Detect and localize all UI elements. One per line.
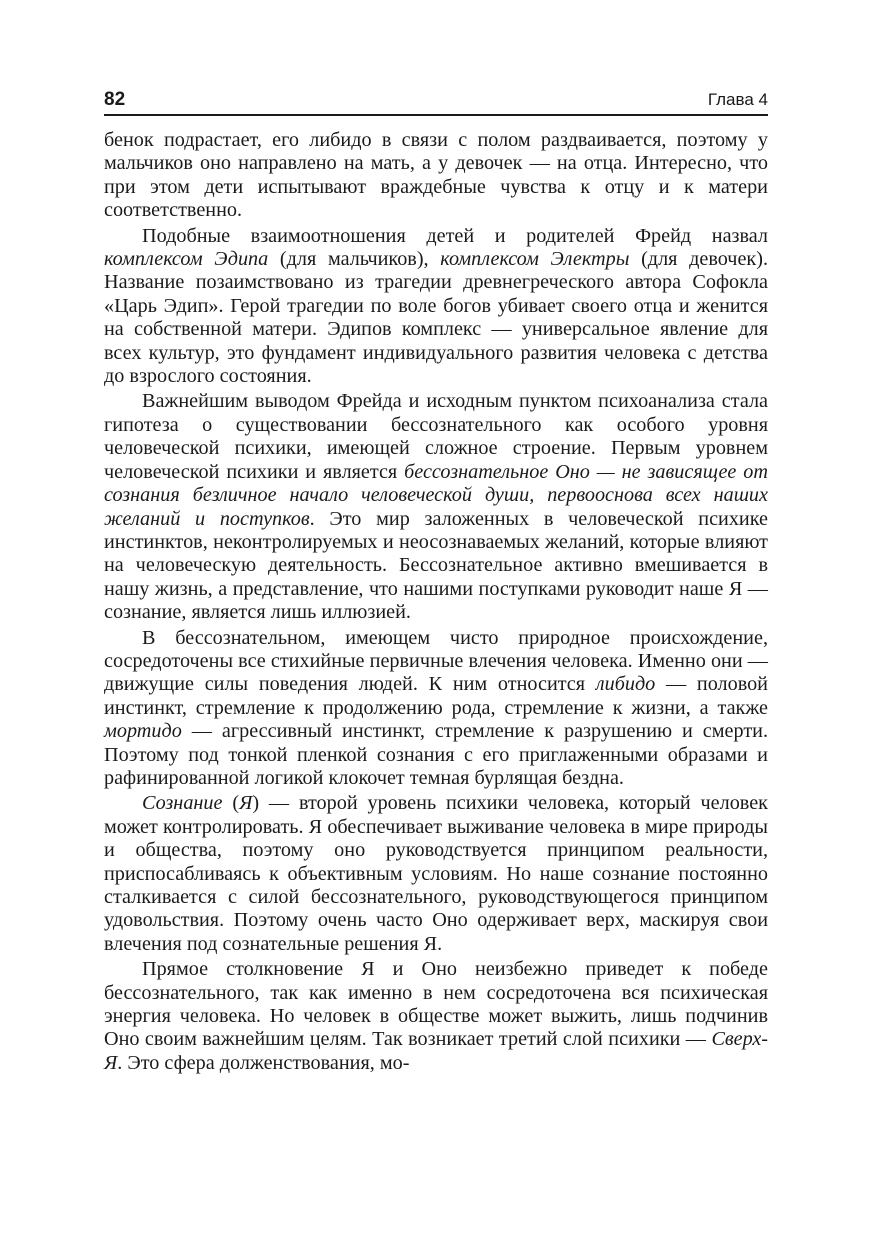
italic-term: комплексом Электры	[440, 248, 630, 271]
chapter-title: Глава 4	[707, 90, 768, 109]
italic-term: бессознательное Оно — не зависящее от сознания безличное начало человеческой души, первооснова всех наших желаний и поступков	[104, 460, 768, 530]
paragraph	[104, 792, 768, 956]
paragraph	[104, 225, 768, 389]
italic-term: Я	[239, 792, 253, 815]
text-run: (	[222, 792, 240, 815]
text-run: В бессознательном, имеющем чисто природное происхождение, сосредоточены все стихийные первичные влечения человека. Именно они — движущие силы поведения людей. К ним относится	[104, 626, 768, 696]
italic-term: либидо	[595, 673, 656, 696]
paragraph	[104, 958, 768, 1075]
text-run: Важнейшим выводом Фрейда и исходным пунктом психоанализа стала гипотеза о существовании бессознательного как особого уровня человеческой психики, имеющей сложное строение. Первым уровнем человеческой психики и является	[104, 390, 768, 483]
paragraph	[104, 627, 768, 791]
text-run: бенок подрастает, его либидо в связи с полом раздваивается, поэтому у мальчиков оно направлено на мать, а у девочек — на отца. Интересно, что при этом дети испытывают враждебные чувства к отцу и к матери соответственно.	[104, 129, 768, 222]
text-run: — агрессивный инстинкт, стремление к разрушению и смерти. Поэтому под тонкой пленкой сознания с его приглаженными образами и рафинированной логикой клокочет темная бурлящая бездна.	[104, 720, 768, 789]
running-header	[104, 86, 768, 116]
italic-term: мортидо	[104, 720, 182, 743]
text-run: (для девочек). Название позаимствовано из трагедии древнегреческого автора Софокла «Царь Эдип». Герой трагедии по воле богов убивает своего отца и женится на собственной матери. Эдипов комплекс — универсальное явление для всех культур, это фундамент индивидуального развития человека с детства до взрослого состояния.	[104, 248, 768, 388]
text-run: Прямое столкновение Я и Оно неизбежно приведет к победе бессознательного, так как именно в нем сосредоточена вся психическая энергия человека. Но человек в обществе может выжить, лишь подчинив Оно своим важнейшим целям. Так возникает третий слой психики —	[104, 958, 768, 1051]
italic-term: Сверх-Я	[104, 1028, 768, 1074]
paragraph	[104, 390, 768, 624]
paragraph	[104, 129, 768, 223]
text-run: . Это мир заложенных в человеческой психике инстинктов, неконтролируемых и неосознаваемых желаний, которые влияют на человеческую деятельность. Бессознательное активно вмешивается в нашу жизнь, а представление, что нашими поступками руководит наше Я — сознание, является лишь иллюзией.	[104, 507, 769, 624]
text-run: (для мальчиков),	[268, 248, 441, 271]
text-run: ) — второй уровень психики человека, который человек может контролировать. Я обеспечивает выживание человека в мире природы и общества, поэтому оно руководствуется принципом реальности, приспосабливаясь к объективным условиям. Но наше сознание постоянно сталкивается с силой бессознательного, руководствующегося принципом удовольствия. Поэтому очень часто Оно одерживает верх, маскируя свои влечения под сознательные решения Я.	[104, 792, 768, 955]
italic-term: Сознание	[142, 792, 223, 815]
italic-term: комплексом Эдипа	[104, 248, 269, 271]
text-run: — половой инстинкт, стремление к продолжению рода, стремление к жизни, а также	[104, 673, 768, 719]
body-text	[104, 129, 768, 1077]
page-number: 82	[104, 89, 126, 110]
text-run: Подобные взаимоотношения детей и родителей Фрейд назвал	[142, 224, 768, 247]
text-run: . Это сфера долженствования, мо-	[117, 1051, 410, 1074]
